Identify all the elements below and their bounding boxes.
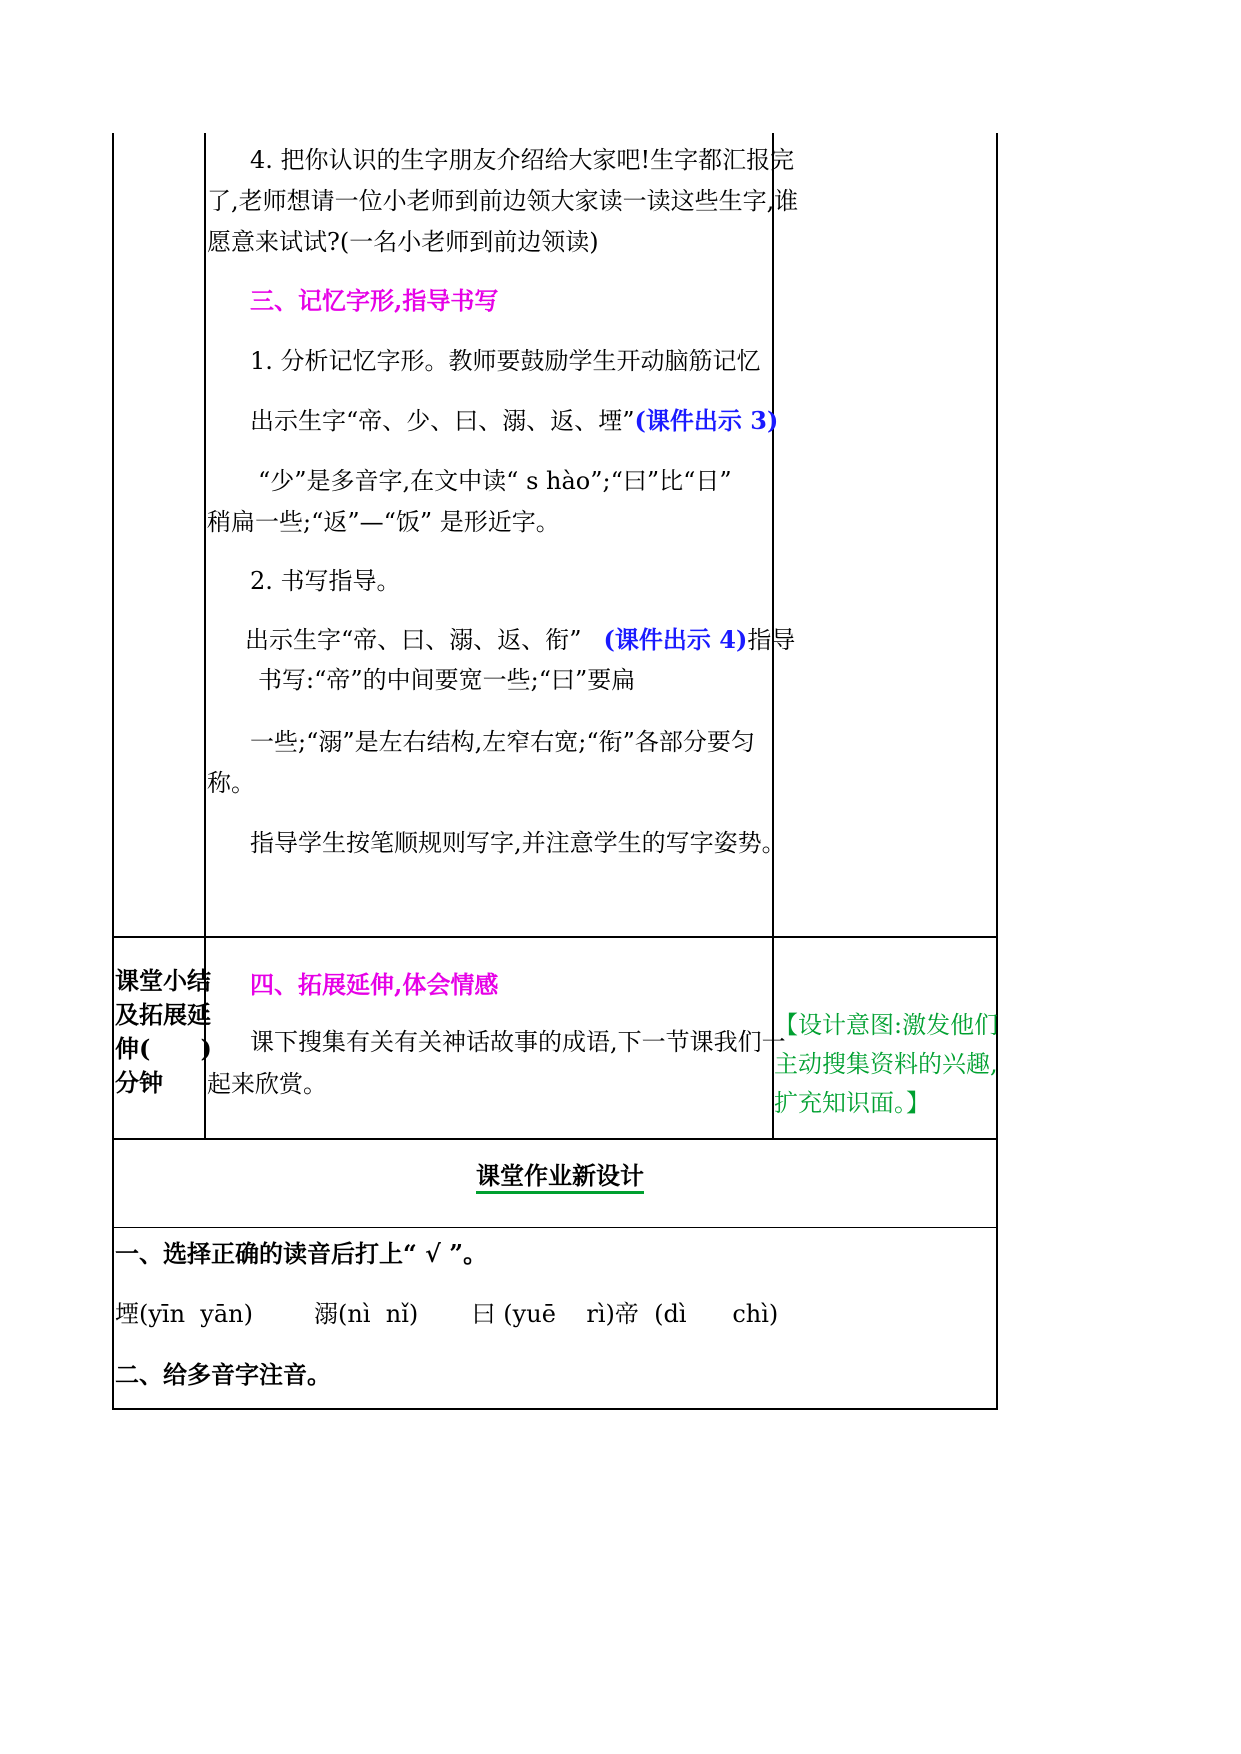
design-intent-line1: 【设计意图:激发他们 — [774, 1011, 999, 1039]
question-2: 二、给多音字注音。 — [115, 1360, 331, 1389]
show-chars-line2 — [245, 622, 795, 658]
table-right-border — [996, 133, 998, 1410]
row-divider-1 — [112, 936, 998, 938]
step4-line2: 了,老师想请一位小老师到前边领大家读一读这些生字,谁 — [207, 187, 799, 215]
courseware-3: (课件出示 3) — [634, 406, 779, 435]
summary-label-line4: 分钟 — [115, 1068, 163, 1097]
shao-line1: “少”是多音字,在文中读“ s hào”;“曰”比“日” — [258, 467, 732, 495]
write-line3: 称。 — [207, 769, 255, 797]
item2-text: 2. 书写指导。 — [250, 567, 401, 595]
posture-text: 指导学生按笔顺规则写字,并注意学生的写字姿势。 — [250, 829, 786, 857]
courseware-4: (课件出示 4) — [603, 625, 748, 654]
homework-title — [476, 1158, 644, 1194]
show-chars-line1 — [250, 403, 778, 439]
write-line2: 一些;“溺”是左右结构,左窄右宽;“衔”各部分要匀 — [250, 728, 755, 756]
item1-text: 1. 分析记忆字形。教师要鼓励学生开动脑筋记忆 — [250, 347, 761, 375]
shao-line2: 稍扁一些;“返”—“饭” 是形近字。 — [207, 508, 560, 536]
design-intent-line3: 扩充知识面。】 — [774, 1089, 930, 1117]
show-chars-text-2: 出示生字“帝、曰、溺、返、衔” — [245, 626, 582, 654]
row-divider-2 — [112, 1138, 998, 1140]
section4-heading: 四、拓展延伸,体会情感 — [250, 970, 499, 999]
row-divider-3 — [112, 1227, 998, 1228]
design-intent-line2: 主动搜集资料的兴趣, — [774, 1050, 998, 1078]
table-left-border — [112, 133, 114, 1410]
summary-content-line1: 课下搜集有关有关神话故事的成语,下一节课我们一 — [250, 1028, 786, 1056]
step4-line1: 4. 把你认识的生字朋友介绍给大家吧!生字都汇报完 — [250, 146, 795, 174]
summary-label-line2: 及拓展延 — [115, 1000, 211, 1029]
write-line1: 书写:“帝”的中间要宽一些;“曰”要扁 — [258, 666, 636, 694]
table-bottom-border — [112, 1408, 998, 1410]
step4-line3: 愿意来试试?(一名小老师到前边领读) — [207, 228, 599, 256]
summary-content-line2: 起来欣赏。 — [207, 1070, 327, 1098]
question-1-options: 堙(yīn yān) 溺(nì nǐ) 曰 (yuē rì)帝 (dì chì) — [115, 1300, 779, 1328]
guide-word: 指导 — [747, 626, 796, 654]
summary-label-line1: 课堂小结 — [115, 966, 211, 995]
show-chars-text: 出示生字“帝、少、曰、溺、返、堙” — [250, 407, 635, 435]
question-1: 一、选择正确的读音后打上“ √ ”。 — [115, 1239, 488, 1268]
section3-heading: 三、记忆字形,指导书写 — [250, 286, 499, 315]
homework-title-text: 课堂作业新设计 — [476, 1161, 644, 1194]
summary-label-line3: 伸( ) — [115, 1034, 212, 1063]
